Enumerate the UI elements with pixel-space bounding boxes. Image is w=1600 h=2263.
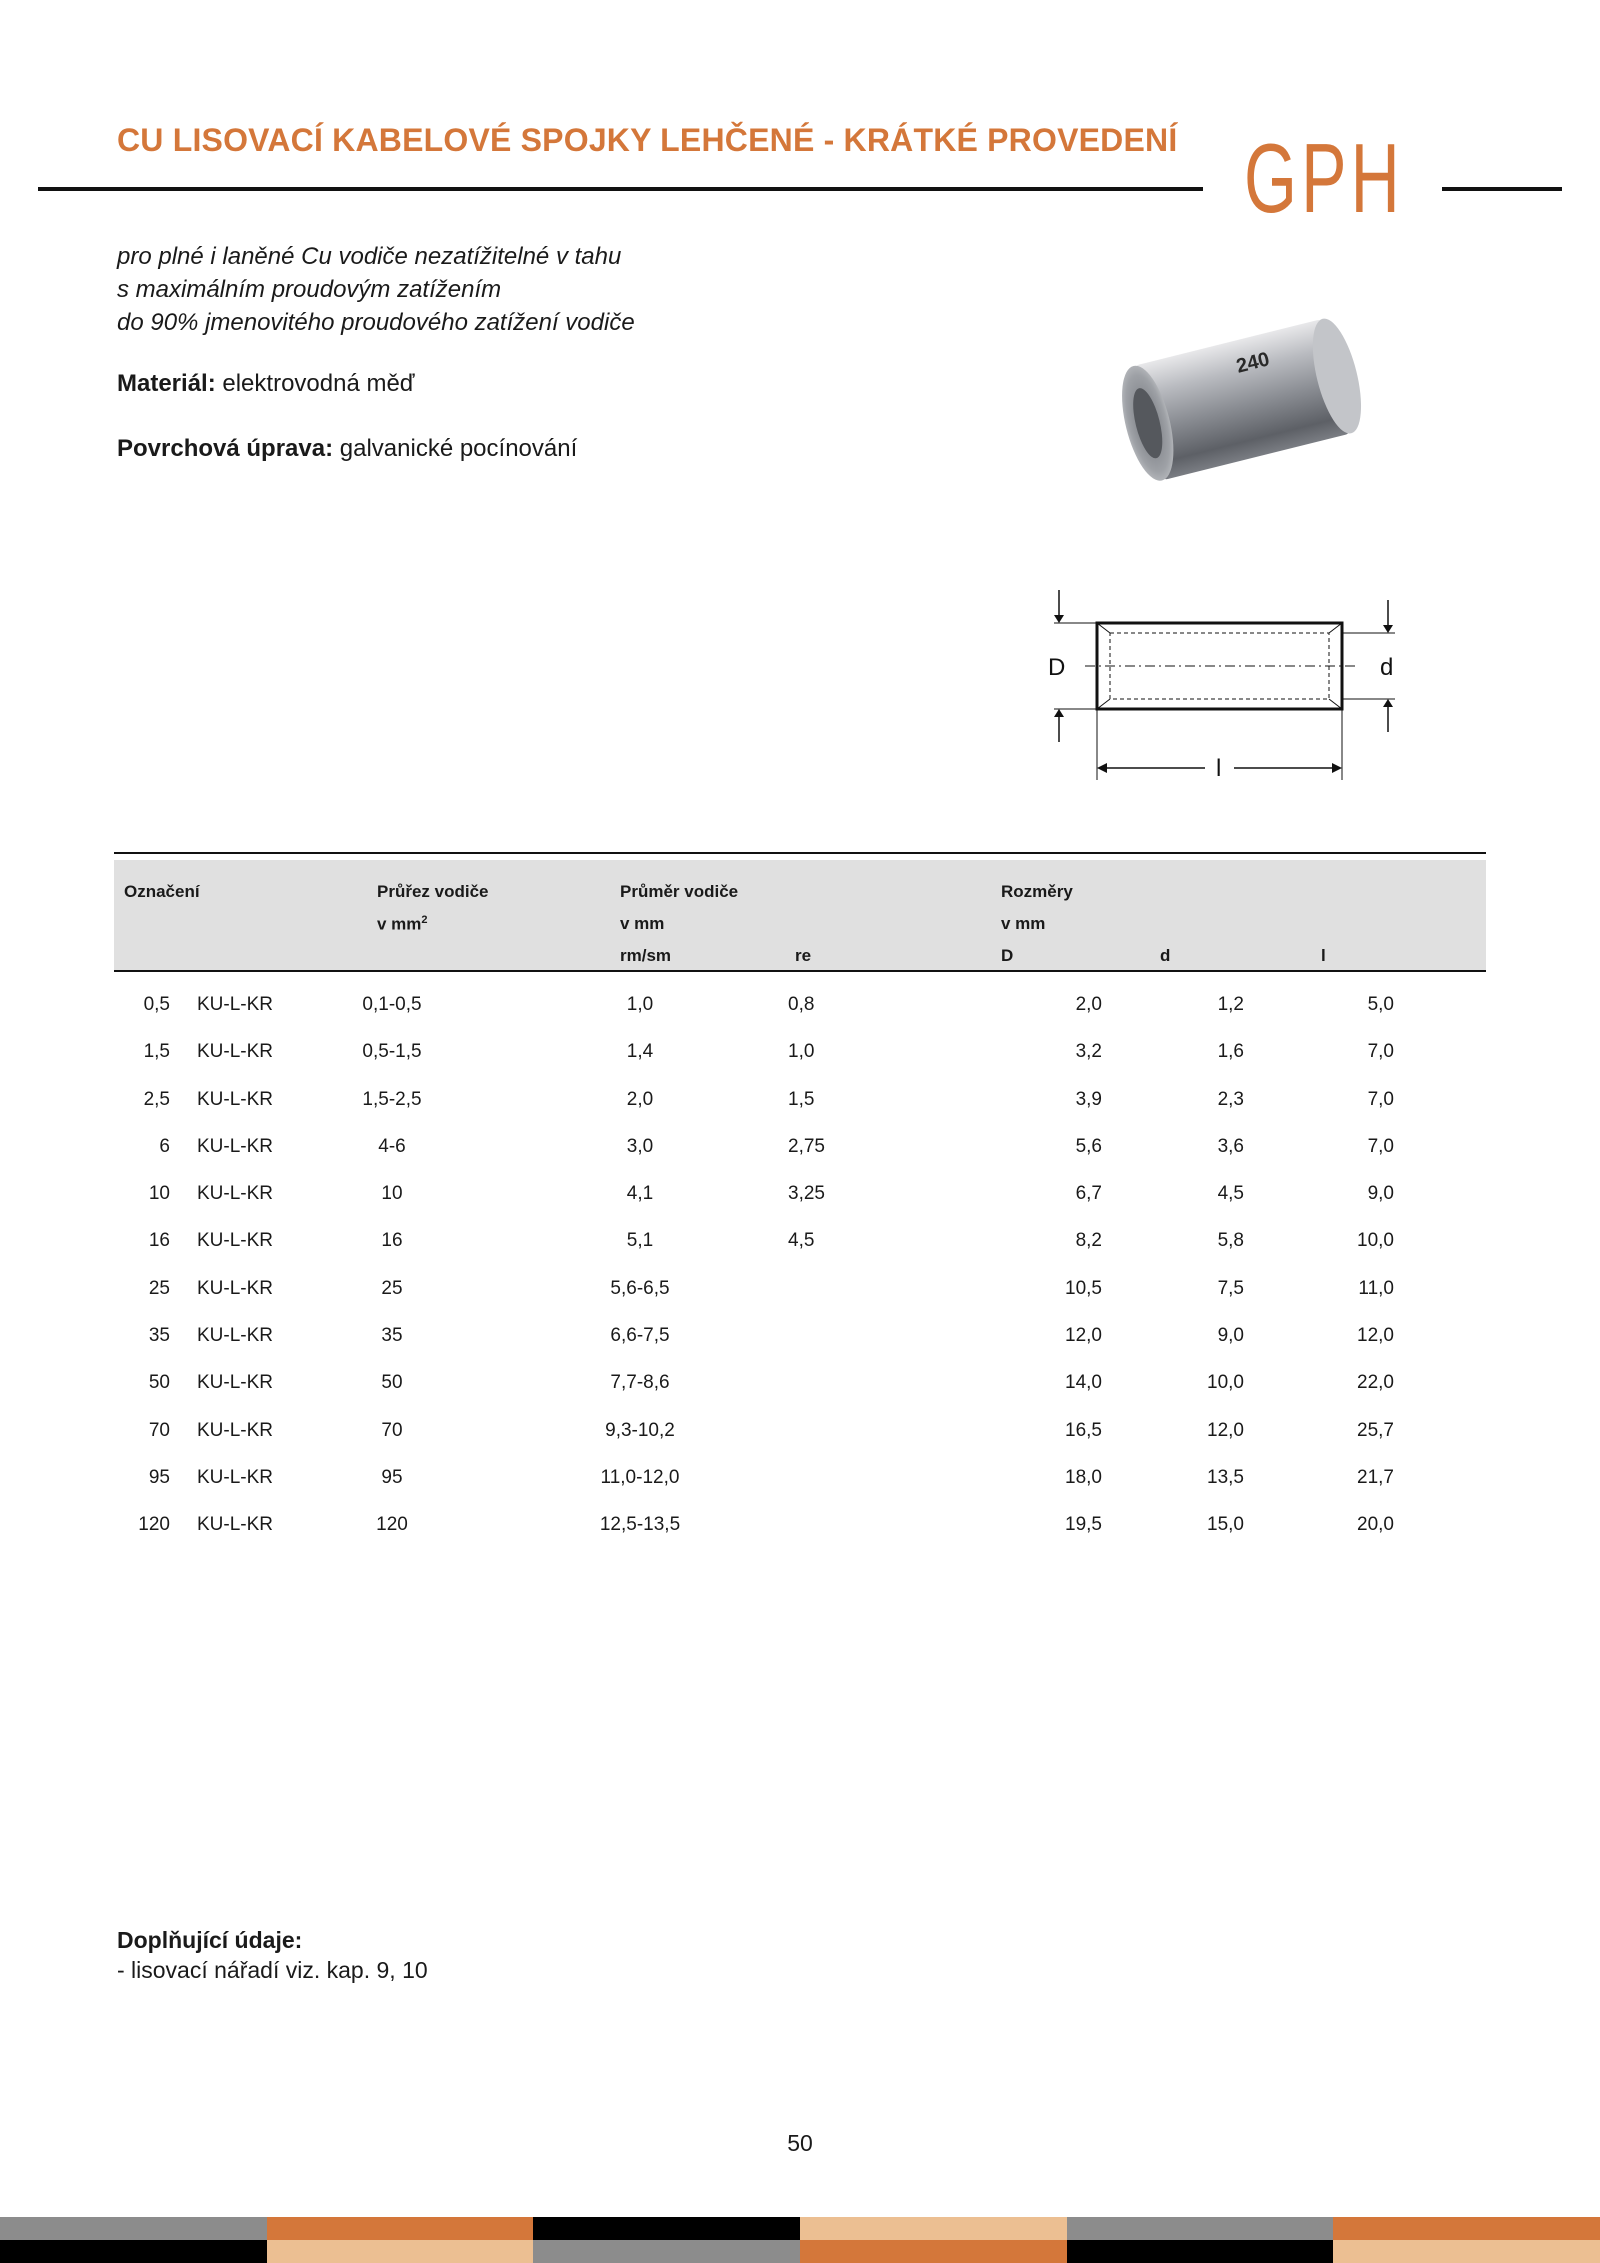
table-row [114, 1408, 1486, 1455]
cell-re: 1,5 [788, 1088, 815, 1110]
intro-text [117, 240, 635, 339]
material-value: elektrovodná měď [222, 370, 415, 397]
cell-prurez: 0,1-0,5 [362, 994, 422, 1015]
footer-strip-segment [800, 2240, 1067, 2263]
cell-size: 16 [148, 1230, 170, 1252]
table-row [114, 982, 1486, 1029]
cell-size: 1,5 [143, 1041, 170, 1063]
cell-code: KU-L-KR [197, 1466, 274, 1488]
table-row [114, 1502, 1486, 1549]
photo-marking: 240 [1234, 348, 1272, 378]
header-rmsm: rm/sm [620, 946, 672, 965]
table-row [114, 1266, 1486, 1313]
table-body [114, 982, 1486, 1550]
table-top-rule [114, 852, 1486, 854]
material-info [117, 370, 415, 398]
cell-size: 10 [148, 1183, 170, 1205]
cell-d: 12,0 [1207, 1419, 1244, 1441]
table-row [114, 1360, 1486, 1407]
header-rozmery: Rozměry [1001, 882, 1073, 901]
cell-prurez: 25 [381, 1277, 403, 1299]
cell-d: 18,0 [1065, 1466, 1102, 1488]
table-row [114, 1171, 1486, 1218]
table-row [114, 1077, 1486, 1124]
cell-prurez: 0,5-1,5 [362, 1041, 422, 1063]
header-prurez: Průřez vodiče [377, 882, 489, 901]
cell-rmsm: 1,0 [626, 994, 654, 1015]
cell-prurez: 35 [381, 1325, 403, 1347]
cell-re: 2,75 [788, 1135, 825, 1157]
cell-size: 2,5 [143, 1088, 170, 1110]
connector-photo [1105, 290, 1385, 505]
cell-size: 6 [159, 1135, 170, 1157]
footer-strip-segment [267, 2240, 534, 2263]
diagram-label-d: d [1380, 654, 1394, 681]
cell-d: 10,5 [1065, 1277, 1102, 1299]
cell-rmsm: 5,6-6,5 [610, 1277, 670, 1299]
cell-d: 14,0 [1065, 1372, 1102, 1394]
cell-prurez: 70 [381, 1419, 403, 1441]
cell-prurez: 16 [381, 1230, 403, 1252]
cell-prurez: 1,5-2,5 [362, 1088, 422, 1110]
cell-size: 35 [148, 1325, 170, 1347]
cell-d: 2,3 [1217, 1088, 1244, 1110]
cell-rmsm: 3,0 [626, 1135, 654, 1157]
cell-code: KU-L-KR [197, 1041, 274, 1063]
cell-prurez: 10 [381, 1183, 403, 1205]
cell-prurez: 4-6 [378, 1135, 406, 1157]
cell-re: 1,0 [788, 1041, 815, 1063]
table-header [114, 860, 1486, 970]
cell-l: 11,0 [1358, 1277, 1394, 1299]
cell-rmsm: 4,1 [626, 1183, 654, 1205]
header-prumer: Průměr vodiče [620, 882, 739, 901]
cell-d: 6,7 [1075, 1183, 1102, 1205]
cell-l: 7,0 [1367, 1041, 1394, 1063]
intro-line: s maximálním proudovým zatížením [117, 276, 502, 303]
spec-table [114, 852, 1486, 1550]
material-label: Materiál: [117, 370, 216, 397]
cell-l: 20,0 [1357, 1514, 1394, 1536]
footer-strip-segment [533, 2240, 800, 2263]
cell-rmsm: 9,3-10,2 [605, 1419, 675, 1441]
cell-size: 70 [148, 1419, 170, 1441]
cell-d: 19,5 [1065, 1514, 1102, 1536]
footer-strip-segment [267, 2217, 534, 2240]
cell-l: 21,7 [1357, 1466, 1394, 1488]
cell-code: KU-L-KR [197, 994, 274, 1015]
footer-strip-segment [1333, 2217, 1600, 2240]
cell-rmsm: 1,4 [626, 1041, 654, 1063]
additional-info [117, 1925, 428, 1985]
header-prurez-sup: 2 [421, 914, 428, 926]
cell-d: 16,5 [1065, 1419, 1102, 1441]
cell-d: 12,0 [1065, 1325, 1102, 1347]
cell-code: KU-L-KR [197, 1372, 274, 1394]
cell-code: KU-L-KR [197, 1514, 274, 1536]
cell-d: 5,8 [1217, 1230, 1244, 1252]
cell-prurez: 50 [381, 1372, 403, 1394]
cell-l: 22,0 [1357, 1372, 1394, 1394]
footer-strip-segment [0, 2217, 267, 2240]
cell-prurez: 95 [381, 1466, 403, 1488]
cell-d: 8,2 [1075, 1230, 1102, 1252]
cell-l: 5,0 [1367, 994, 1394, 1015]
cell-code: KU-L-KR [197, 1277, 274, 1299]
header-prumer-unit: v mm [620, 914, 665, 933]
cell-rmsm: 6,6-7,5 [610, 1325, 670, 1347]
cell-re: 4,5 [788, 1230, 815, 1252]
title-rule-left [38, 187, 1203, 191]
cell-d: 4,5 [1217, 1183, 1244, 1205]
footer-strip-segment [0, 2240, 267, 2263]
cell-d: 3,2 [1075, 1041, 1102, 1063]
cell-l: 7,0 [1367, 1135, 1394, 1157]
dimension-diagram [1040, 585, 1405, 785]
cell-re: 0,8 [788, 994, 815, 1015]
surface-value: galvanické pocínování [339, 435, 578, 462]
cell-rmsm: 11,0-12,0 [600, 1466, 680, 1488]
header-d: d [1160, 946, 1171, 965]
header-rozmery-unit: v mm [1001, 914, 1046, 933]
footer-strip-segment [533, 2217, 800, 2240]
header-l: l [1321, 946, 1326, 965]
footer-strip-segment [800, 2217, 1067, 2240]
cell-code: KU-L-KR [197, 1325, 274, 1347]
cell-size: 25 [148, 1277, 170, 1299]
header-re: re [795, 946, 812, 965]
cell-size: 120 [138, 1514, 170, 1536]
header-D: D [1001, 946, 1014, 965]
cell-rmsm: 7,7-8,6 [610, 1372, 670, 1394]
cell-l: 7,0 [1367, 1088, 1394, 1110]
title-rule-right [1442, 187, 1562, 191]
cell-rmsm: 2,0 [626, 1088, 654, 1110]
cell-d: 5,6 [1075, 1135, 1102, 1157]
table-row [114, 1455, 1486, 1502]
intro-line: pro plné i laněné Cu vodiče nezatížitelné v tahu [117, 243, 622, 270]
cell-d: 2,0 [1075, 994, 1102, 1015]
additional-info-heading: Doplňující údaje: [117, 1927, 303, 1953]
cell-d: 10,0 [1207, 1372, 1244, 1394]
surface-info [117, 435, 577, 463]
cell-size: 0,5 [143, 994, 170, 1015]
cell-size: 95 [148, 1466, 170, 1488]
header-prurez-unit: v $mm^2$ [377, 914, 428, 934]
cell-l: 25,7 [1357, 1419, 1394, 1441]
cell-d: 1,6 [1217, 1041, 1244, 1063]
table-row [114, 1313, 1486, 1360]
cell-d: 13,5 [1207, 1466, 1244, 1488]
cell-d: 7,5 [1217, 1277, 1244, 1299]
cell-rmsm: 5,1 [626, 1230, 654, 1252]
footer-strip-bottom [0, 2240, 1600, 2263]
header-oznaceni: Označení [124, 882, 200, 901]
cell-re: 3,25 [788, 1183, 825, 1205]
page-title: CU LISOVACÍ KABELOVÉ SPOJKY LEHČENÉ - KRÁTKÉ PROVEDENÍ [117, 122, 1178, 158]
diagram-label-D: D [1048, 654, 1066, 681]
cell-size: 50 [148, 1372, 170, 1394]
additional-info-note: - lisovací nářadí viz. kap. 9, 10 [117, 1957, 428, 1983]
cell-d: 3,6 [1217, 1135, 1244, 1157]
surface-label: Povrchová úprava: [117, 435, 334, 462]
intro-line: do 90% jmenovitého proudového zatížení vodiče [117, 309, 635, 336]
footer-strip-top [0, 2217, 1600, 2240]
cell-code: KU-L-KR [197, 1230, 274, 1252]
cell-code: KU-L-KR [197, 1183, 274, 1205]
cell-l: 9,0 [1367, 1183, 1394, 1205]
brand-logo [1244, 120, 1409, 233]
footer-strip-segment [1333, 2240, 1600, 2263]
diagram-label-l: l [1216, 755, 1222, 782]
cell-rmsm: 12,5-13,5 [599, 1514, 681, 1536]
cell-code: KU-L-KR [197, 1419, 274, 1441]
cell-d: 1,2 [1217, 994, 1244, 1015]
brand-logo-text: GPH [1244, 123, 1404, 233]
cell-d: 15,0 [1207, 1514, 1244, 1536]
table-row [114, 1124, 1486, 1171]
page-number: 50 [787, 2130, 813, 2156]
table-row [114, 1029, 1486, 1076]
cell-l: 12,0 [1357, 1325, 1394, 1347]
footer-strip-segment [1067, 2217, 1334, 2240]
cell-code: KU-L-KR [197, 1088, 274, 1110]
cell-l: 10,0 [1357, 1230, 1394, 1252]
footer-strip-segment [1067, 2240, 1334, 2263]
cell-prurez: 120 [376, 1514, 408, 1536]
cell-d: 3,9 [1075, 1088, 1102, 1110]
cell-code: KU-L-KR [197, 1135, 274, 1157]
cell-d: 9,0 [1217, 1325, 1244, 1347]
table-row [114, 1218, 1486, 1265]
